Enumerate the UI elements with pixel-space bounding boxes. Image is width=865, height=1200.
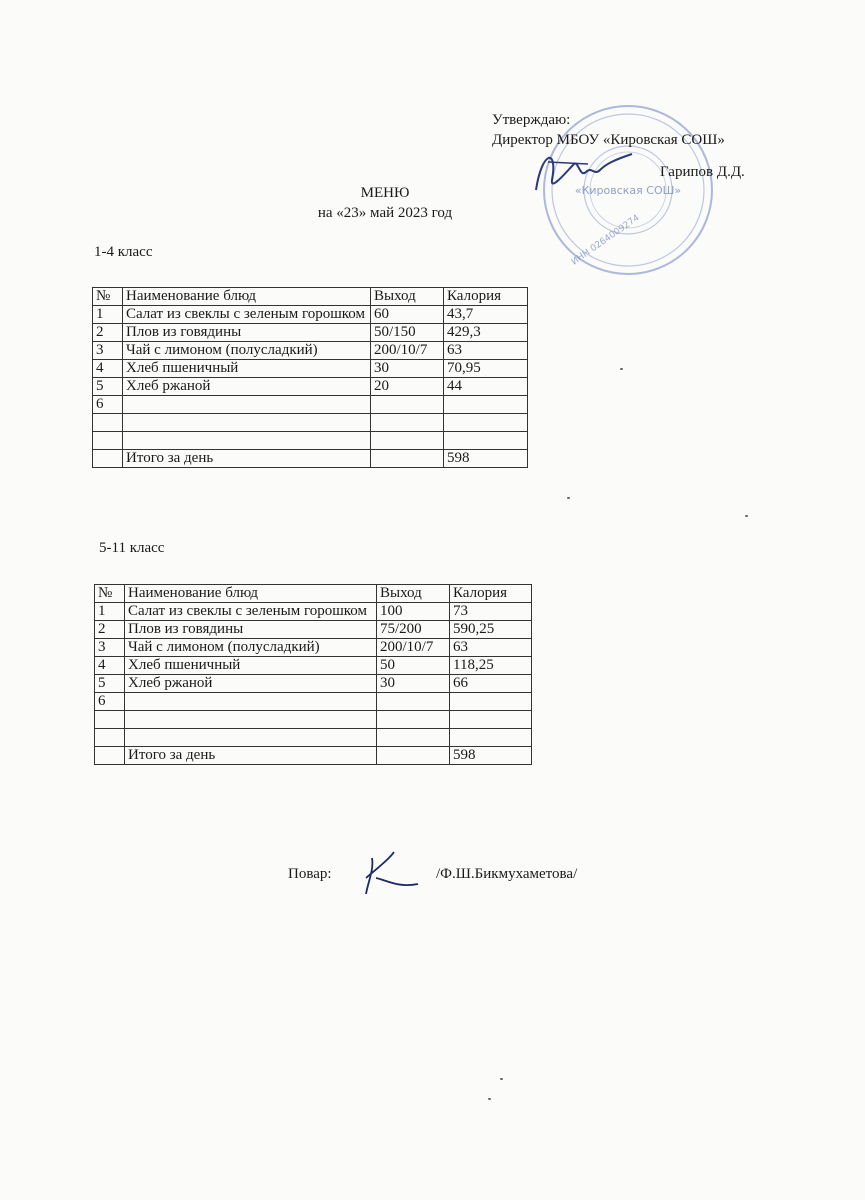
scan-speck (567, 497, 570, 499)
dish-calories: 118,25 (450, 657, 532, 675)
table-row (95, 621, 532, 639)
menu-table-5-11 (94, 584, 532, 765)
document-title (0, 183, 770, 223)
dish-calories: 70,95 (444, 360, 528, 378)
table-header-row (95, 585, 532, 603)
table-row (93, 378, 528, 396)
column-header: Наименование блюд (125, 585, 377, 603)
dish-calories: 43,7 (444, 306, 528, 324)
dish-portion (371, 396, 444, 414)
dish-name: Хлеб пшеничный (123, 360, 371, 378)
table-row-empty (93, 414, 528, 432)
dish-name: Хлеб ржаной (125, 675, 377, 693)
dish-name: Салат из свеклы с зеленым горошком (125, 603, 377, 621)
dish-calories: 63 (444, 342, 528, 360)
scan-speck (500, 1078, 503, 1080)
menu-date: на «23» май 2023 год (317, 205, 453, 221)
column-header: Калория (444, 288, 528, 306)
dish-calories: 73 (450, 603, 532, 621)
dish-portion: 30 (377, 675, 450, 693)
total-row (95, 747, 532, 765)
total-label: Итого за день (123, 450, 371, 468)
table-row (93, 324, 528, 342)
table-header-row (93, 288, 528, 306)
menu-title: МЕНЮ (360, 185, 410, 201)
table-row-empty (93, 432, 528, 450)
dish-calories: 63 (450, 639, 532, 657)
class-label-5-11: 5-11 класс (99, 540, 165, 556)
row-number: 5 (95, 675, 125, 693)
dish-portion: 30 (371, 360, 444, 378)
approval-position: Директор МБОУ «Кировская СОШ» (492, 132, 725, 148)
menu-table-1-4 (92, 287, 528, 468)
scan-speck (745, 515, 748, 517)
cook-signature-icon (362, 848, 422, 900)
row-number: 1 (93, 306, 123, 324)
column-header: Калория (450, 585, 532, 603)
row-number: 3 (93, 342, 123, 360)
cook-signature-line (288, 866, 578, 883)
dish-name: Плов из говядины (123, 324, 371, 342)
stamp-inn-text: ИНН 0264009274 (569, 213, 642, 268)
row-number: 2 (95, 621, 125, 639)
dish-portion: 200/10/7 (377, 639, 450, 657)
row-number: 1 (95, 603, 125, 621)
dish-portion: 75/200 (377, 621, 450, 639)
table-row (93, 342, 528, 360)
total-value: 598 (444, 450, 528, 468)
dish-name: Хлеб ржаной (123, 378, 371, 396)
row-number: 4 (93, 360, 123, 378)
dish-calories: 44 (444, 378, 528, 396)
row-number: 5 (93, 378, 123, 396)
approval-heading: Утверждаю: (492, 112, 571, 128)
row-number: 2 (93, 324, 123, 342)
table-row (93, 360, 528, 378)
column-header: Наименование блюд (123, 288, 371, 306)
column-header: № (95, 585, 125, 603)
dish-portion: 60 (371, 306, 444, 324)
dish-calories: 590,25 (450, 621, 532, 639)
total-value: 598 (450, 747, 532, 765)
table-row (95, 603, 532, 621)
cook-name: /Ф.Ш.Бикмухаметова/ (436, 866, 578, 882)
dish-portion: 20 (371, 378, 444, 396)
dish-calories: 66 (450, 675, 532, 693)
column-header: Выход (371, 288, 444, 306)
dish-portion: 200/10/7 (371, 342, 444, 360)
dish-name (123, 396, 371, 414)
stamp-center-text: «Кировская СОШ» (574, 184, 682, 197)
dish-name: Чай с лимоном (полусладкий) (123, 342, 371, 360)
row-number: 3 (95, 639, 125, 657)
cook-label: Повар: (288, 866, 332, 882)
dish-calories (444, 396, 528, 414)
total-label: Итого за день (125, 747, 377, 765)
row-number: 6 (93, 396, 123, 414)
dish-name: Плов из говядины (125, 621, 377, 639)
dish-portion: 100 (377, 603, 450, 621)
dish-portion (377, 693, 450, 711)
table-row (93, 306, 528, 324)
table-row-empty (95, 729, 532, 747)
table-row (95, 639, 532, 657)
table-row (93, 396, 528, 414)
dish-calories: 429,3 (444, 324, 528, 342)
dish-portion: 50/150 (371, 324, 444, 342)
scan-speck (488, 1098, 491, 1100)
dish-name: Салат из свеклы с зеленым горошком (123, 306, 371, 324)
table-row (95, 693, 532, 711)
row-number: 4 (95, 657, 125, 675)
class-label-1-4: 1-4 класс (94, 244, 153, 260)
table-row (95, 675, 532, 693)
table-row-empty (95, 711, 532, 729)
column-header: Выход (377, 585, 450, 603)
director-name: Гарипов Д.Д. (660, 164, 745, 180)
dish-name: Хлеб пшеничный (125, 657, 377, 675)
dish-name (125, 693, 377, 711)
table-row (95, 657, 532, 675)
approval-block (492, 110, 745, 180)
dish-name: Чай с лимоном (полусладкий) (125, 639, 377, 657)
dish-portion: 50 (377, 657, 450, 675)
column-header: № (93, 288, 123, 306)
row-number: 6 (95, 693, 125, 711)
dish-calories (450, 693, 532, 711)
scan-speck (620, 368, 623, 370)
total-row (93, 450, 528, 468)
